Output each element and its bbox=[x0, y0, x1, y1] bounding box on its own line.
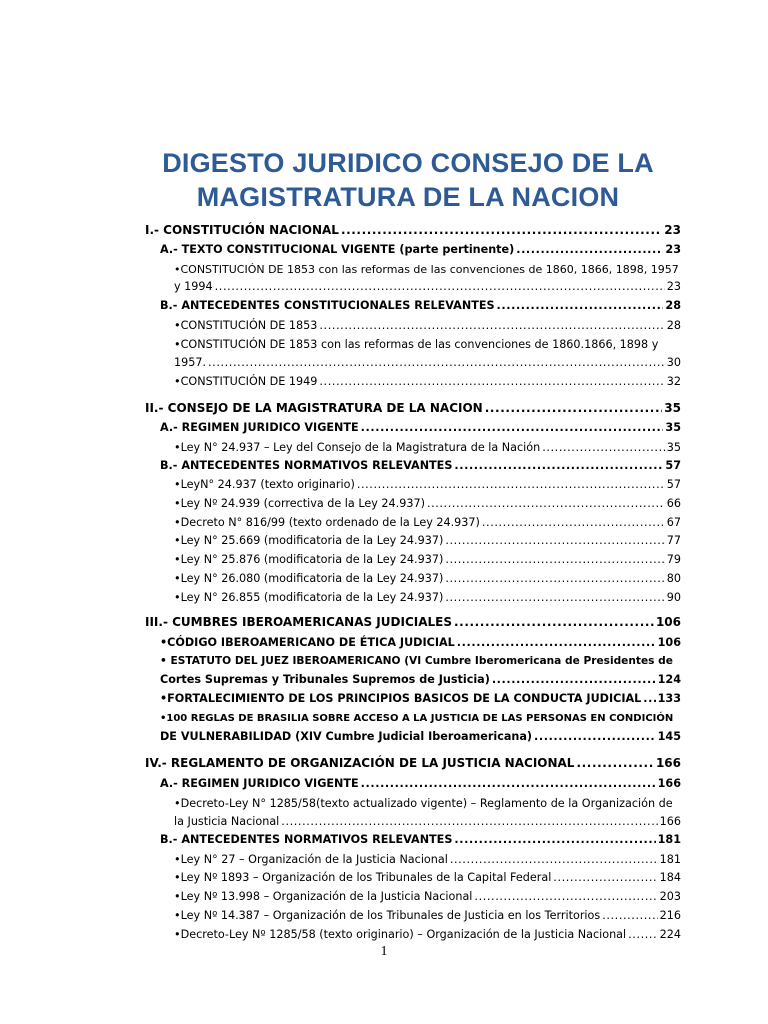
toc-entry-title: IV.- REGLAMENTO DE ORGANIZACIÓN DE LA JUSTICIA NACIONAL bbox=[145, 756, 575, 770]
toc-entry-title: •LeyN° 24.937 (texto originario) bbox=[174, 478, 355, 491]
toc-entry-title: •FORTALECIMIENTO DE LOS PRINCIPIOS BASICOS DE LA CONDUCTA JUDICIAL bbox=[160, 692, 642, 705]
toc-page: 79 bbox=[666, 553, 681, 566]
toc-entry-title: •Ley N° 26.855 (modificatoria de la Ley 24.937) bbox=[174, 591, 444, 604]
toc-page: 57 bbox=[665, 459, 681, 472]
toc-item[interactable] bbox=[174, 589, 681, 606]
title-line-2: MAGISTRATURA DE LA NACION bbox=[196, 182, 620, 212]
title-line-1: DIGESTO JURIDICO CONSEJO DE LA bbox=[162, 148, 654, 178]
toc-item[interactable] bbox=[174, 373, 681, 390]
toc-leader bbox=[628, 926, 658, 943]
toc-section-4-a[interactable] bbox=[160, 775, 681, 792]
toc-item[interactable] bbox=[174, 532, 681, 549]
toc-item-line: • ESTATUTO DEL JUEZ IBEROAMERICANO (VI Cumbre Iberomericana de Presidentes de bbox=[160, 655, 673, 667]
toc-page: 23 bbox=[664, 223, 681, 237]
toc-leader bbox=[361, 419, 664, 436]
toc-item[interactable] bbox=[174, 813, 681, 830]
toc-leader bbox=[474, 888, 657, 905]
toc-entry-title: •Ley N° 24.937 – Ley del Consejo de la Magistratura de la Nación bbox=[174, 441, 541, 454]
toc-section-3[interactable] bbox=[145, 614, 681, 631]
toc-page: 166 bbox=[657, 777, 681, 790]
toc-section-2[interactable] bbox=[145, 400, 681, 417]
toc-entry-title: •Ley Nº 13.998 – Organización de la Justicia Nacional bbox=[174, 890, 473, 903]
toc-item[interactable] bbox=[160, 671, 681, 688]
toc-item[interactable] bbox=[174, 278, 681, 295]
toc-leader bbox=[357, 476, 665, 493]
toc-leader bbox=[602, 907, 657, 924]
toc-leader bbox=[497, 297, 664, 314]
toc-page: 224 bbox=[659, 928, 681, 941]
toc-page: 203 bbox=[659, 890, 681, 903]
toc-leader bbox=[643, 690, 655, 707]
toc-entry-title: B.- ANTECEDENTES CONSTITUCIONALES RELEVANTES bbox=[160, 299, 495, 312]
toc-item-line: •Decreto-Ley N° 1285/58(texto actualizado vigente) – Reglamento de la Organización de bbox=[174, 797, 673, 810]
toc-page: 90 bbox=[666, 591, 681, 604]
document-title bbox=[140, 146, 676, 214]
toc-item[interactable] bbox=[174, 476, 681, 493]
toc-entry-title: III.- CUMBRES IBEROAMERICANAS JUDICIALES bbox=[145, 615, 452, 629]
toc-page: 23 bbox=[665, 243, 681, 256]
toc-entry-title: •Ley N° 25.669 (modificatoria de la Ley 24.937) bbox=[174, 534, 444, 547]
toc-page: 35 bbox=[664, 401, 681, 415]
toc-leader bbox=[534, 728, 656, 745]
toc-page: 106 bbox=[657, 636, 681, 649]
toc-page: 23 bbox=[666, 280, 681, 293]
toc-entry-title: •CONSTITUCIÓN DE 1949 bbox=[174, 375, 318, 388]
toc-leader bbox=[482, 514, 665, 531]
toc-entry-title: •Ley N° 25.876 (modificatoria de la Ley 24.937) bbox=[174, 553, 444, 566]
toc-item[interactable] bbox=[174, 869, 681, 886]
toc-leader bbox=[445, 551, 664, 568]
toc-leader bbox=[516, 241, 663, 258]
toc-entry-title: •Ley Nº 1893 – Organización de los Tribunales de la Capital Federal bbox=[174, 871, 552, 884]
toc-page: 106 bbox=[655, 615, 681, 629]
toc-page: 181 bbox=[659, 853, 681, 866]
toc-page: 67 bbox=[666, 516, 681, 529]
toc-leader bbox=[427, 495, 665, 512]
toc-page: 184 bbox=[659, 871, 681, 884]
toc-leader bbox=[319, 373, 664, 390]
toc-entry-title: Cortes Supremas y Tribunales Supremos de Justicia) bbox=[160, 673, 490, 686]
toc-leader bbox=[281, 813, 657, 830]
toc-leader bbox=[553, 869, 657, 886]
toc-entry-title: II.- CONSEJO DE LA MAGISTRATURA DE LA NACION bbox=[145, 401, 483, 415]
toc-leader bbox=[445, 570, 664, 587]
toc-page: 133 bbox=[657, 692, 681, 705]
toc-leader bbox=[445, 532, 664, 549]
toc-item[interactable] bbox=[160, 690, 681, 707]
toc-leader bbox=[361, 775, 656, 792]
page-number: 1 bbox=[380, 944, 388, 959]
toc-leader bbox=[445, 589, 664, 606]
toc-page: 166 bbox=[659, 815, 681, 828]
toc-item[interactable] bbox=[174, 851, 681, 868]
toc-leader bbox=[341, 222, 662, 239]
toc-section-2-b[interactable] bbox=[160, 457, 681, 474]
toc-item[interactable] bbox=[174, 439, 681, 456]
toc-page: 216 bbox=[659, 909, 681, 922]
toc-entry-title: •Decreto N° 816/99 (texto ordenado de la Ley 24.937) bbox=[174, 516, 480, 529]
toc-item[interactable] bbox=[174, 354, 681, 371]
toc-item[interactable] bbox=[174, 495, 681, 512]
toc-page: 80 bbox=[666, 572, 681, 585]
toc-entry-title: DE VULNERABILIDAD (XIV Cumbre Judicial Iberoamericana) bbox=[160, 730, 533, 743]
toc-entry-title: y 1994 bbox=[174, 280, 213, 293]
toc-page: 181 bbox=[657, 833, 681, 846]
toc-section-2-a[interactable] bbox=[160, 419, 681, 436]
toc-entry-title: •Decreto-Ley Nº 1285/58 (texto originario) – Organización de la Justicia Nacional bbox=[174, 928, 627, 941]
toc-entry-title: la Justicia Nacional bbox=[174, 815, 280, 828]
toc-entry-title: •Ley N° 26.080 (modificatoria de la Ley 24.937) bbox=[174, 572, 444, 585]
toc-entry-title: •Ley N° 27 – Organización de la Justicia Nacional bbox=[174, 853, 448, 866]
toc-entry-title: A.- REGIMEN JURIDICO VIGENTE bbox=[160, 777, 359, 790]
toc-page: 145 bbox=[657, 730, 681, 743]
toc-entry-title: •Ley Nº 24.939 (correctiva de la Ley 24.937) bbox=[174, 497, 425, 510]
toc-section-1-a[interactable] bbox=[160, 241, 681, 258]
toc-page: 57 bbox=[666, 478, 681, 491]
toc-page: 35 bbox=[665, 421, 681, 434]
toc-item-line: •CONSTITUCIÓN DE 1853 con las reformas de las convenciones de 1860, 1866, 1898, 1957 bbox=[174, 263, 679, 276]
toc-page: 66 bbox=[666, 497, 681, 510]
toc-item[interactable] bbox=[174, 551, 681, 568]
toc-entry-title: 1957. bbox=[174, 356, 207, 369]
toc-item[interactable] bbox=[160, 728, 681, 745]
toc-leader bbox=[454, 614, 654, 631]
toc-item[interactable] bbox=[174, 317, 681, 334]
toc-entry-title: B.- ANTECEDENTES NORMATIVOS RELEVANTES bbox=[160, 459, 453, 472]
toc-item[interactable] bbox=[174, 907, 681, 924]
toc-leader bbox=[319, 317, 664, 334]
toc-item-line: •100 REGLAS DE BRASILIA SOBRE ACCESO A LA JUSTICIA DE LAS PERSONAS EN CONDICIÓN bbox=[160, 713, 674, 724]
toc-leader bbox=[215, 278, 665, 295]
toc-section-1[interactable] bbox=[145, 222, 681, 239]
toc-section-1-b[interactable] bbox=[160, 297, 681, 314]
toc-leader bbox=[576, 755, 653, 772]
toc-leader bbox=[454, 831, 655, 848]
toc-item[interactable] bbox=[174, 570, 681, 587]
toc-leader bbox=[542, 439, 665, 456]
toc-leader bbox=[457, 634, 656, 651]
toc-leader bbox=[485, 400, 663, 417]
toc-entry-title: B.- ANTECEDENTES NORMATIVOS RELEVANTES bbox=[160, 833, 453, 846]
toc-item[interactable] bbox=[174, 888, 681, 905]
toc-section-4[interactable] bbox=[145, 755, 681, 772]
toc-entry-title: I.- CONSTITUCIÓN NACIONAL bbox=[145, 223, 339, 237]
toc-page: 30 bbox=[666, 356, 681, 369]
toc-entry-title: •Ley Nº 14.387 – Organización de los Tribunales de Justicia en los Territorios bbox=[174, 909, 601, 922]
toc-item[interactable] bbox=[174, 926, 681, 943]
toc-item[interactable] bbox=[174, 514, 681, 531]
toc-leader bbox=[208, 354, 665, 371]
toc-page: 32 bbox=[666, 375, 681, 388]
toc-entry-title: A.- REGIMEN JURIDICO VIGENTE bbox=[160, 421, 359, 434]
toc-page: 28 bbox=[666, 319, 681, 332]
toc-entry-title: •CONSTITUCIÓN DE 1853 bbox=[174, 319, 318, 332]
toc-page: 77 bbox=[666, 534, 681, 547]
toc-page: 28 bbox=[665, 299, 681, 312]
toc-page: 166 bbox=[655, 756, 681, 770]
toc-page: 35 bbox=[666, 441, 681, 454]
toc-leader bbox=[492, 671, 656, 688]
toc-leader bbox=[454, 457, 663, 474]
toc-page: 124 bbox=[657, 673, 681, 686]
toc-entry-title: A.- TEXTO CONSTITUCIONAL VIGENTE (parte pertinente) bbox=[160, 243, 515, 256]
toc-section-4-b[interactable] bbox=[160, 831, 681, 848]
toc-entry-title: •CÓDIGO IBEROAMERICANO DE ÉTICA JUDICIAL bbox=[160, 636, 455, 649]
toc-leader bbox=[450, 851, 658, 868]
toc-item-line: •CONSTITUCIÓN DE 1853 con las reformas de las convenciones de 1860.1866, 1898 y bbox=[174, 338, 659, 351]
toc-item[interactable] bbox=[160, 634, 681, 651]
